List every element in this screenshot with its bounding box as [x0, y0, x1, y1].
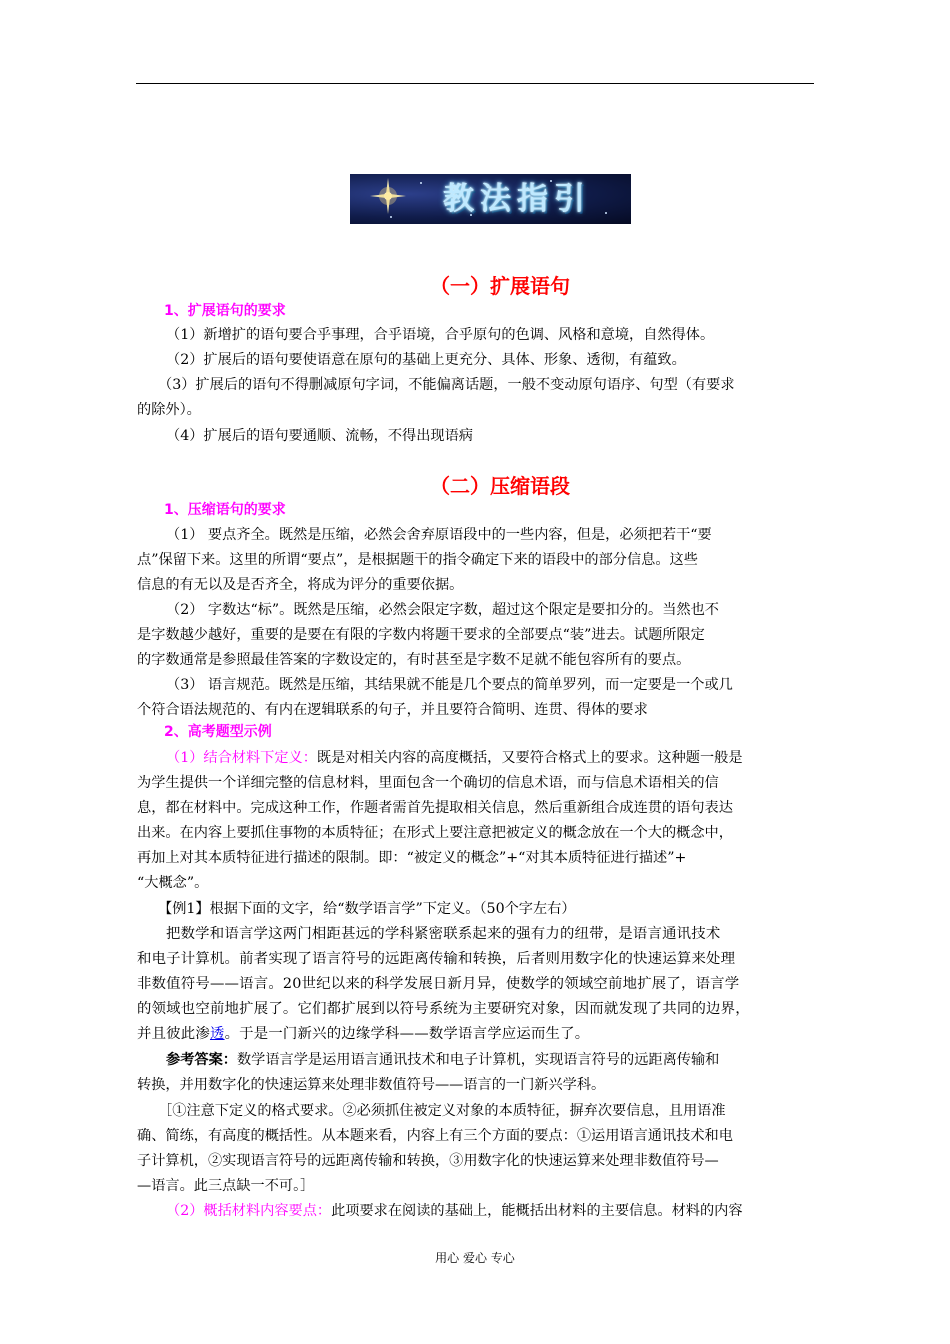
material-link[interactable]: 透: [209, 1026, 225, 1042]
section2-subheading-2: 2、高考题型示例: [164, 724, 272, 740]
note-line: 子计算机，②实现语言符号的远距离传输和转换，③用数字化的快速运算来处理非数值符号—: [137, 1153, 719, 1169]
note-line: ［①注意下定义的格式要求。②必须抓住被定义对象的本质特征，摒弃次要信息，且用语准: [158, 1103, 726, 1119]
example-prompt: 【例1】根据下面的文字，给“数学语言学”下定义。（50个字左右）: [158, 901, 576, 917]
material-text: 并且彼此渗: [137, 1026, 210, 1042]
section2-line: 是字数越少越好，重要的是要在有限的字数内将题干要求的全部要点“装”进去。试题所限定: [137, 627, 705, 643]
section2-line: 个符合语法规范的、有内在逻辑联系的句子，并且要符合简明、连贯、得体的要求: [137, 702, 648, 718]
answer-line: [166, 1048, 846, 1072]
note-line: —语言。此三点缺一不可。］: [137, 1178, 315, 1194]
definition-text: 既是对相关内容的高度概括，又要符合格式上的要求。这种题一般是: [316, 750, 743, 766]
material-line: 的领域也空前地扩展了。它们都扩展到以符号系统为主要研究对象，因而就发现了共同的边界，: [137, 1001, 750, 1017]
answer-label: 参考答案：: [166, 1052, 237, 1068]
material-line: 非数值符号——语言。20世纪以来的科学发展日新月异，使数学的领域空前地扩展了，语言学: [137, 976, 740, 992]
material-line: 把数学和语言学这两门相距甚远的学科紧密联系起来的强有力的纽带，是语言通讯技术: [166, 926, 721, 942]
sparkle-star-icon: [368, 176, 408, 216]
summary-label: （2）概括材料内容要点：: [166, 1203, 332, 1219]
section1-line: （3）扩展后的语句不得删减原句字词，不能偏离话题，一般不变动原句语序、句型（有要求: [158, 377, 735, 393]
answer-line: 转换，并用数字化的快速运算来处理非数值符号——语言的一门新兴学科。: [137, 1077, 606, 1093]
summary-text: 此项要求在阅读的基础上，能概括出材料的主要信息。材料的内容: [331, 1203, 743, 1219]
section1-line: （2）扩展后的语句要使语意在原句的基础上更充分、具体、形象、透彻，有蕴致。: [166, 352, 686, 368]
definition-paragraph-first: [166, 746, 846, 770]
definition-line: 为学生提供一个详细完整的信息材料，里面包含一个确切的信息术语，而与信息术语相关的信: [137, 775, 719, 791]
banner-title: 教法指引: [443, 181, 591, 217]
page-footer: 用心 爱心 专心: [435, 1251, 515, 1265]
material-line-last: [137, 1022, 817, 1046]
section2-line: 信息的有无以及是否齐全，将成为评分的重要依据。: [137, 577, 464, 593]
definition-line: 息，都在材料中。完成这种工作，作题者需首先提取相关信息，然后重新组合成连贯的语句表达: [137, 800, 733, 816]
section2-subheading: 1、压缩语句的要求: [164, 502, 286, 518]
section2-heading: （二）压缩语段: [430, 474, 570, 498]
header-rule: [136, 83, 814, 84]
section1-heading: （一）扩展语句: [430, 274, 570, 298]
definition-line: “大概念”。: [137, 875, 209, 891]
section2-line: 点”保留下来。这里的所谓“要点”，是根据题干的指令确定下来的语段中的部分信息。这些: [137, 552, 698, 568]
answer-text: 数学语言学是运用语言通讯技术和电子计算机，实现语言符号的远距离传输和: [236, 1052, 720, 1068]
section2-line: （2） 字数达“标”。既然是压缩，必然会限定字数，超过这个限定是要扣分的。当然也不: [166, 602, 719, 618]
definition-line: 出来。在内容上要抓住事物的本质特征；在形式上要注意把被定义的概念放在一个大的概念中，: [137, 825, 733, 841]
summary-paragraph-first: [166, 1199, 846, 1223]
section1-subheading: 1、扩展语句的要求: [164, 303, 286, 319]
material-text: 。于是一门新兴的边缘学科——数学语言学应运而生了。: [224, 1026, 590, 1042]
section1-line: 的除外）。: [137, 402, 201, 418]
section1-line: （1）新增扩的语句要合乎事理，合乎语境，合乎原句的色调、风格和意境，自然得体。: [166, 327, 715, 343]
section2-line: （1） 要点齐全。既然是压缩，必然会舍弃原语段中的一些内容，但是，必须把若干“要: [166, 527, 712, 543]
section2-line: 的字数通常是参照最佳答案的字数设定的，有时甚至是字数不足就不能包容所有的要点。: [137, 652, 691, 668]
section2-line: （3） 语言规范。既然是压缩，其结果就不能是几个要点的简单罗列，而一定要是一个或几: [166, 677, 733, 693]
note-line: 确、简练，有高度的概括性。从本题来看，内容上有三个方面的要点：①运用语言通讯技术和电: [137, 1128, 733, 1144]
banner-image: [350, 174, 631, 224]
section1-line: （4）扩展后的语句要通顺、流畅，不得出现语病: [166, 428, 473, 444]
definition-label: （1）结合材料下定义：: [166, 750, 317, 766]
definition-line: 再加上对其本质特征进行描述的限制。即：“被定义的概念”+“对其本质特征进行描述”+: [137, 850, 687, 866]
material-line: 和电子计算机。前者实现了语言符号的远距离传输和转换，后者则用数字化的快速运算来处理: [137, 951, 736, 967]
